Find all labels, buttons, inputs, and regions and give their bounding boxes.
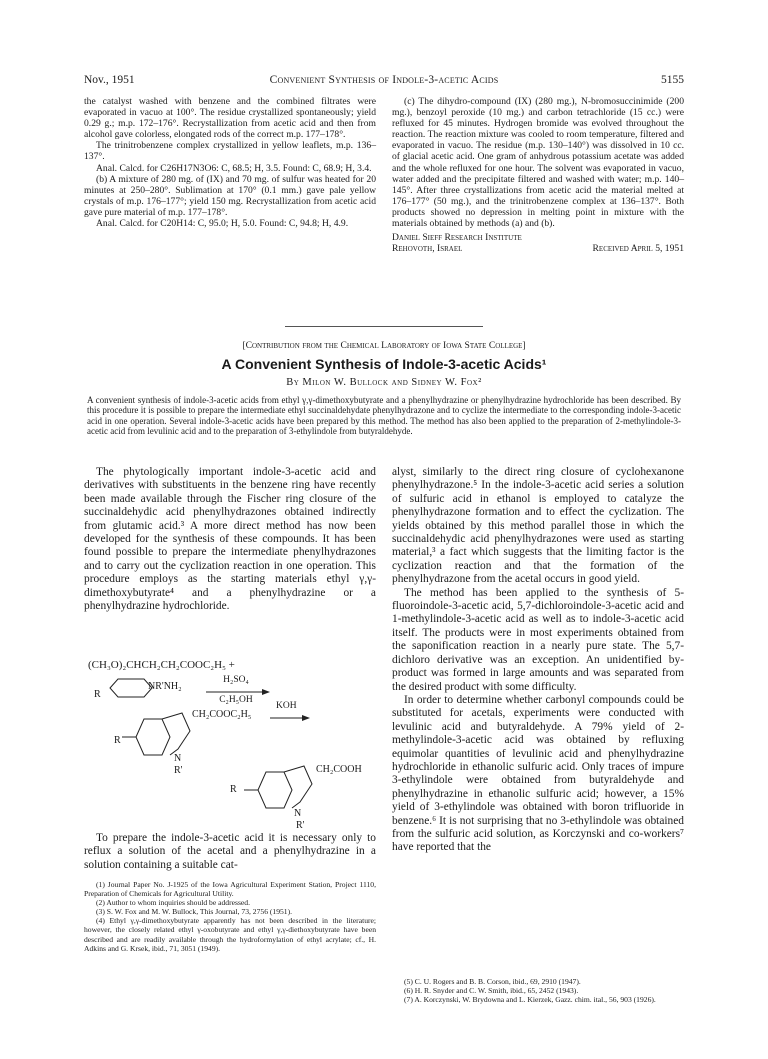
prev-paragraph: The trinitrobenzene complex crystallized in yellow leaflets, m.p. 136–137°. [84,140,376,163]
article-separator [285,326,483,327]
substituent-r: R [230,784,237,795]
article-title: A Convenient Synthesis of Indole-3-acetic Acids¹ [221,356,547,372]
location: Rehovoth, Israel [392,243,463,255]
indole-acid-product [230,764,380,834]
received-date: Received April 5, 1951 [592,243,684,255]
ester-side-chain: CH₂COOC₂H₅ [192,709,252,720]
header-title: Convenient Synthesis of Indole-3-acetic Acids [269,74,499,86]
location-line [392,243,684,255]
body-left-column [84,466,376,613]
prev-article-right-column [392,96,684,255]
indole-nitrogen: N [294,808,302,819]
nitrogen-substituent: R' [296,820,305,831]
reagent-koh: KOH [276,701,297,711]
nitrogen-substituent: R' [174,765,183,776]
intro-paragraph: The phytologically important indole-3-acetic acid and derivatives with substituents in the benzene ring have recently been made available through the Fischer ring closure of the succinaldehydic acid phenylhydrazones obtained indirectly from glutamic acid.³ A more direct method has now been developed for the synthesis of these compounds. It has been found possible to prepare the intermediate phenylhydrazones and to carry out the cyclization reaction in one operation. This procedure employs as the starting materials ethyl γ,γ-dimethoxybutyrate⁴ and a phenylhydrazine or a phenylhydrazine hydrochloride. [84,466,376,613]
footnote-4: (4) Ethyl γ,γ-dimethoxybutyrate apparently has not been described in the literature; however, the closely related ethyl γ-oxobutyrate and ethyl γ,γ-diethoxybutyrate have been described and are readily available through the hydroformylation of ethyl acrylate; cf., H. Adkins and G. Krsek, ibid., 71, 3051 (1949). [84,916,376,953]
substituent-r: R [94,689,101,700]
footnote-2: (2) Author to whom inquiries should be addressed. [96,898,250,908]
contribution-line: [Contribution from the Chemical Laboratory of Iowa State College] [242,340,526,351]
procedure-paragraph: To prepare the indole-3-acetic acid it is necessary only to reflux a solution of the acetal and a phenylhydrazine in a solution containing a suitable cat- [84,832,376,871]
page-number: 5155 [661,74,684,86]
header-date: Nov., 1951 [84,74,135,86]
indole-nitrogen: N [174,753,182,764]
substituent-r: R [114,735,121,746]
hydrazine-group: NR'NH₂ [148,681,182,692]
footnotes-left [84,880,376,953]
prev-article-left-column [84,96,376,229]
abstract: A convenient synthesis of indole-3-acetic acids from ethyl γ,γ-dimethoxybutyrate and a phenylhydrazine or phenylhydrazine hydrochloride has been described. By this procedure it is possible to prepare the intermediate ethyl succinaldehydate phenylhydrazone and to cyclize the intermediate to the corresponding indole-3-acetic acid in one operation. Several indole-3-acetic acids have been prepared by this method. The method has also been applied to the preparation of 2-methylindole-3-acetic acid from levulinic acid and to the preparation of 3-ethylindole from butyraldehyde. [87,395,681,437]
reactant-acetal: (CH₃O)₂CHCH₂CH₂COOC₂H₅ + [88,659,235,671]
reagent-acid: H₂SO₄ [223,675,249,685]
prev-paragraph: (c) The dihydro-compound (IX) (280 mg.), N-bromosuccinimide (200 mg.), benzoyl peroxide (10 mg.) and carbon tetrachloride (15 cc.) were refluxed for 45 minutes. Hydrogen bromide was evolved throughout the reaction. The reaction mixture was cooled to room temperature, filtered and evaporated in vacuo. The residue (m.p. 130–140°) was dissolved in 10 cc. of glacial acetic acid. One gram of anhydrous potassium acetate was added and the whole refluxed for one hour. The solvent was evaporated in vacuo, water added and the precipitate filtered and washed with water; m.p. 140–145°. After three crystallizations from acetic acid the material melted at 176–177° (50 mg.), and the trinitrobenzene complex at 136–137°. Both products showed no depression in melting point in mixture with the materials obtained by methods (a) and (b). [392,96,684,230]
institute: Daniel Sieff Research Institute [392,232,522,244]
indole-ester-structure [122,709,202,773]
running-header [84,74,684,90]
prev-paragraph: (b) A mixture of 280 mg. of (IX) and 70 mg. of sulfur was heated for 20 minutes at 250–280°. Sublimation at 170° (0.1 mm.) gave pale yellow crystals of m.p. 176–177°; yield 150 mg. Recrystallization from acetic acid gave pure material of m.p. 177–178°. [84,173,376,218]
prev-analysis: Anal. Calcd. for C20H14: C, 95.0; H, 5.0. Found: C, 94.8; H, 4.9. [96,218,349,230]
body-paragraph: alyst, similarly to the direct ring closure of cyclohexanone phenylhydrazone.⁵ In the indole-3-acetic acid series a solution of sulfuric acid in ethanol is employed to catalyze the phenylhydrazone formation and to effect the cyclization. The yields obtained by this method parallel those in which the succinaldehydic acid phenylhydrazones were used as starting material,³ a fact which suggests that the limiting factor is the cyclization reaction and that the formation of the phenylhydrazone from the acetal occurs in good yield. [392,466,684,586]
body-right-column [392,466,684,855]
reagent-ethanol: C₂H₅OH [219,695,253,705]
footnote-1: (1) Journal Paper No. J-1925 of the Iowa Agricultural Experiment Station, Project 1110, Preparation of Chemicals for Agricultural Utility. [84,880,376,899]
prev-analysis: Anal. Calcd. for C26H17N3O6: C, 68.5; H, 3.5. Found: C, 68.9; H, 3.4. [96,162,372,174]
body-paragraph: The method has been applied to the synthesis of 5-fluoroindole-3-acetic acid, 5,7-dichloroindole-3-acetic acid and 1-methylindole-3-acetic acid as well as to indole-3-acetic acid itself. The products were in most experiments obtained from the saponification reaction in a nearly pure state. The 5,7-dichloro derivative was an exception. An unidentified by-product was formed in large amounts and was separated from the desired product with some difficulty. [392,586,684,693]
footnote-7: (7) A. Korczynski, W. Brydowna and L. Kierzek, Gazz. chim. ital., 56, 903 (1926). [404,995,656,1005]
footnote-3: (3) S. W. Fox and M. W. Bullock, This Journal, 73, 2756 (1951). [96,907,293,917]
body-paragraph: In order to determine whether carbonyl compounds could be substituted for acetals, experiments were conducted with levulinic acid and butyraldehyde. A 79% yield of 2-methylindole-3-acetic acid was obtained by refluxing equimolar quantities of levulinic acid and phenylhydrazine hydrochloride in ethanolic sulfuric acid. Only traces of impure 3-ethylindole were obtained from butyraldehyde and phenylhydrazine in ethanolic sulfuric acid; however, a 15% yield of 3-ethylindole was obtained with boron trifluoride in benzene.⁶ It is not surprising that no 3-ethylindole was obtained from the sulfuric acid solution, as Korczynski and co-workers⁷ have reported that the [392,693,684,854]
footnote-5: (5) C. U. Rogers and B. B. Corson, ibid., 69, 2910 (1947). [404,977,581,986]
indole-acid-structure [244,764,324,824]
byline: By Milon W. Bullock and Sidney W. Fox² [286,377,482,388]
footnote-6: (6) H. R. Snyder and C. W. Smith, ibid., 65, 2452 (1943). [404,986,579,996]
reaction-arrow-2 [270,714,310,722]
prev-paragraph: the catalyst washed with benzene and the combined filtrates were evaporated in vacuo at 100°. The residue crystallized spontaneously; yield 0.29 g.; m.p. 172–176°. Recrystallization from acetic acid and then from alcohol gave colorless, elongated rods of the correct m.p. 177–178°. [84,96,376,141]
body-left-continuation [84,832,376,872]
footnotes-right [392,977,684,1004]
acid-side-chain: CH₂COOH [316,764,362,775]
